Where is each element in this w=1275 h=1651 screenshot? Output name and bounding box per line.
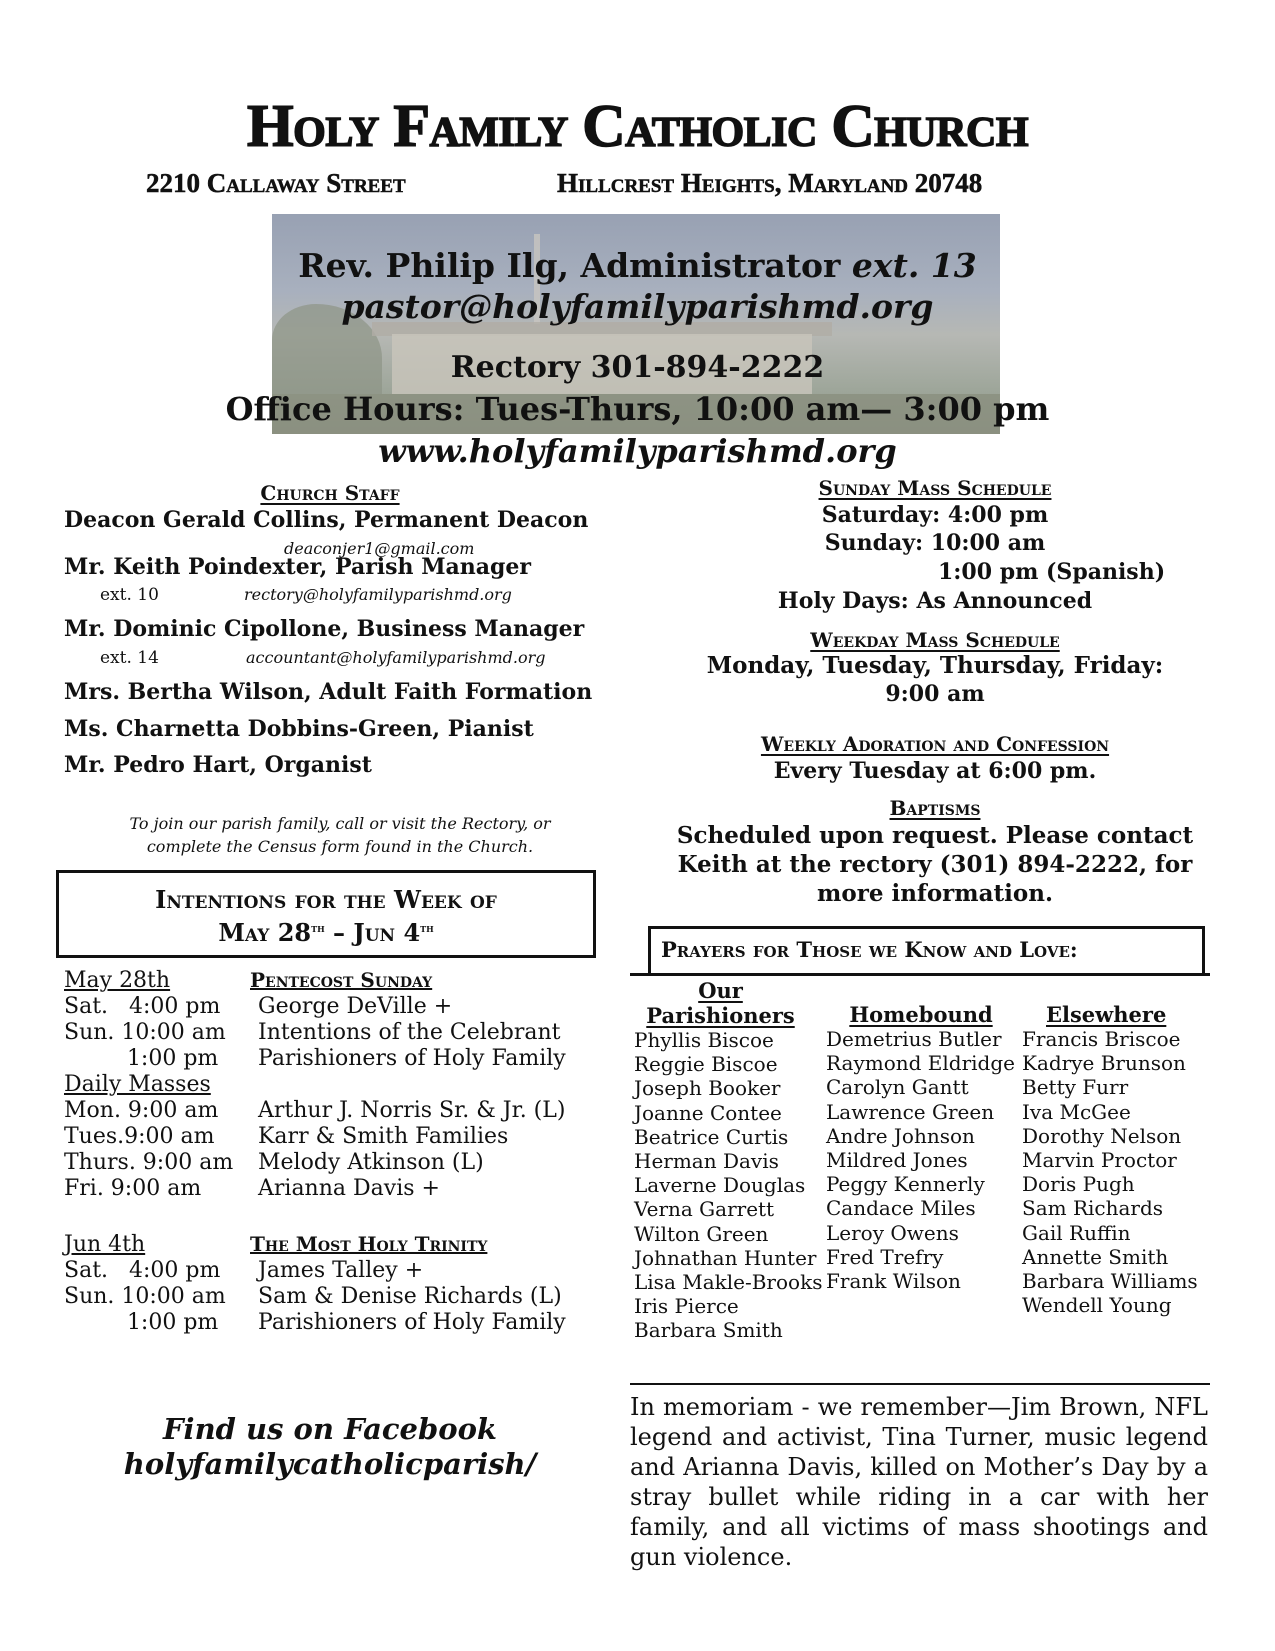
facebook-line: Find us on Facebook (162, 1412, 498, 1446)
prayer-name: Wendell Young (1022, 1293, 1172, 1318)
weekday-time: 9:00 am (885, 681, 985, 707)
intention-row (64, 1310, 566, 1335)
sunday-spanish-mass: 1:00 pm (Spanish) (938, 559, 1166, 585)
daily-masses-label (64, 1072, 211, 1097)
intention-name: Parishioners of Holy Family (258, 1310, 566, 1335)
intentions-start: May 28 (218, 918, 312, 947)
mass-time: 1:00 pm (64, 1046, 219, 1071)
prayers-divider (630, 973, 1210, 976)
intention-row (64, 1150, 484, 1175)
intentions-dates (59, 913, 593, 948)
intention-row (64, 1098, 566, 1123)
baptisms-text: Scheduled upon request. Please contact (676, 822, 1194, 849)
name-list (628, 1028, 823, 1343)
intentions-end: Jun 4 (353, 918, 421, 947)
intention-name: Parishioners of Holy Family (258, 1046, 566, 1071)
join-note (80, 812, 600, 858)
week2-feast: The Most Holy Trinity (250, 1232, 488, 1256)
rectory-phone: Rectory 301-894-2222 (450, 350, 825, 385)
baptisms-text: Keith at the rectory (301) 894-2222, for (677, 851, 1193, 878)
prayer-name: Iva McGee (1022, 1099, 1131, 1124)
staff-member: Mr. Pedro Hart, Organist (64, 752, 372, 778)
homebound-column (826, 1002, 1016, 1293)
prayer-name: Demetrius Butler (826, 1027, 1002, 1051)
mass-time: Fri. 9:00 am (64, 1176, 202, 1201)
staff-email[interactable]: deaconjer1@gmail.com (284, 539, 475, 558)
mass-time: Sun. 10:00 am (64, 1020, 226, 1045)
holy-days: Holy Days: As Announced (777, 588, 1093, 614)
intention-name: George DeVille + (258, 994, 453, 1019)
intentions-dash: – (324, 918, 354, 947)
prayer-name: Lisa Makle-Brooks (634, 1269, 823, 1294)
office-hours: Office Hours: Tues-Thurs, 10:00 am— 3:00 pm (225, 390, 1050, 428)
prayer-name: Gail Ruffin (1022, 1220, 1131, 1245)
daily-masses-text: Daily Masses (64, 1072, 211, 1097)
adoration-heading: Weekly Adoration and Confession (760, 732, 1110, 756)
prayer-name: Candace Miles (826, 1196, 976, 1221)
memoriam-text: In memoriam - we remember—Jim Brown, NFL legend and activist, Tina Turner, music legend and Arianna Davis, killed on Mother’s Day by a stray bullet while riding in a car with her family, and all victims of mass shootings and gun violence. (630, 1393, 1208, 1571)
baptisms-text: more information. (817, 880, 1053, 907)
intention-name: Melody Atkinson (L) (258, 1150, 484, 1175)
weekday-days: Monday, Tuesday, Thursday, Friday: (706, 652, 1164, 679)
intention-row (64, 1046, 566, 1071)
prayer-name: Joseph Booker (634, 1076, 781, 1101)
prayers-title: Prayers for Those we Know and Love: (661, 937, 1078, 962)
intention-row (64, 1020, 561, 1045)
week2-header (64, 1232, 488, 1257)
prayer-name: Mildred Jones (826, 1147, 968, 1172)
week2-date: Jun 4th (64, 1232, 146, 1257)
sunday-mass-heading: Sunday Mass Schedule (818, 476, 1052, 500)
prayer-name: Verna Garrett (634, 1197, 775, 1222)
prayer-name: Carolyn Gantt (826, 1075, 969, 1100)
intention-name: Arianna Davis + (258, 1176, 440, 1201)
staff-member: Deacon Gerald Collins, Permanent Deacon (64, 507, 589, 533)
column-heading: Homebound (849, 1002, 993, 1027)
prayer-name: Annette Smith (1022, 1244, 1169, 1269)
prayer-name: Wilton Green (634, 1221, 769, 1246)
intention-name: James Talley + (258, 1258, 424, 1283)
week1-feast: Pentecost Sunday (250, 968, 433, 992)
intention-row (64, 1284, 562, 1309)
prayer-name: Barbara Smith (634, 1318, 783, 1343)
sunday-mass: Sunday: 10:00 am (824, 530, 1046, 556)
street-address: 2210 Callaway Street (146, 168, 406, 198)
intention-row (64, 1176, 440, 1201)
name-list (1022, 1027, 1202, 1317)
elsewhere-column (1022, 1002, 1202, 1317)
facebook-handle[interactable]: holyfamilycatholicparish/ (123, 1447, 537, 1481)
intention-name: Karr & Smith Families (258, 1124, 509, 1149)
staff-email[interactable]: rectory@holyfamilyparishmd.org (244, 585, 512, 604)
mass-time: Sat. 4:00 pm (64, 1258, 221, 1283)
prayer-name: Peggy Kennerly (826, 1172, 985, 1197)
prayer-name: Lawrence Green (826, 1099, 995, 1124)
intention-row (64, 994, 453, 1019)
intention-name: Arthur J. Norris Sr. & Jr. (L) (258, 1098, 566, 1123)
adoration-time: Every Tuesday at 6:00 pm. (773, 758, 1097, 784)
mass-time: Sun. 10:00 am (64, 1284, 226, 1309)
intention-name: Intentions of the Celebrant (258, 1020, 561, 1045)
church-name-title: Holy Family Catholic Church (246, 93, 1029, 159)
prayer-name: Betty Furr (1022, 1075, 1129, 1100)
staff-member: Mr. Dominic Cipollone, Business Manager (64, 616, 585, 642)
memoriam-divider (630, 1383, 1210, 1385)
intentions-title: Intentions for the Week of (155, 885, 497, 914)
intention-row (64, 1124, 509, 1149)
prayer-name: Leroy Owens (826, 1220, 959, 1245)
name-list (826, 1027, 1016, 1293)
mass-time: Mon. 9:00 am (64, 1098, 219, 1123)
prayer-name: Johnathan Hunter (634, 1245, 817, 1270)
column-heading: Our (698, 978, 743, 1003)
church-staff-heading: Church Staff (260, 481, 400, 505)
saturday-mass: Saturday: 4:00 pm (821, 502, 1049, 528)
prayer-name: Andre Johnson (826, 1123, 975, 1148)
join-note-line: complete the Census form found in the Church. (146, 837, 534, 856)
week1-header (64, 968, 433, 993)
staff-ext: ext. 14 (100, 648, 159, 668)
prayer-name: Dorothy Nelson (1022, 1123, 1182, 1148)
prayer-name: Reggie Biscoe (634, 1052, 778, 1077)
intentions-title-box (56, 870, 596, 958)
pastor-ext: ext. 13 (851, 246, 977, 285)
week1-date: May 28th (64, 968, 171, 993)
city-address: Hillcrest Heights, Maryland 20748 (557, 168, 983, 198)
column-heading: Parishioners (646, 1003, 795, 1028)
pastor-line (0, 246, 1275, 285)
baptisms-heading: Baptisms (889, 796, 981, 820)
column-heading: Elsewhere (1046, 1002, 1167, 1027)
pastor-email[interactable]: pastor@holyfamilyparishmd.org (341, 287, 934, 326)
prayer-name: Laverne Douglas (634, 1173, 806, 1198)
intentions-end-suffix: th (420, 921, 434, 935)
prayer-name: Barbara Williams (1022, 1268, 1198, 1293)
staff-member: Mr. Keith Poindexter, Parish Manager (64, 554, 532, 580)
mass-time: 1:00 pm (64, 1310, 219, 1335)
prayer-name: Fred Trefry (826, 1244, 944, 1269)
prayer-name: Iris Pierce (634, 1294, 739, 1319)
staff-ext: ext. 10 (100, 585, 159, 605)
pastor-name: Rev. Philip Ilg, Administrator (298, 246, 841, 285)
website-link[interactable]: www.holyfamilyparishmd.org (378, 432, 897, 470)
prayers-title-box (648, 926, 1205, 974)
mass-time: Thurs. 9:00 am (64, 1150, 234, 1175)
prayer-name: Marvin Proctor (1022, 1147, 1177, 1172)
intentions-start-suffix: th (311, 921, 325, 935)
prayer-name: Frank Wilson (826, 1268, 961, 1293)
prayer-name: Doris Pugh (1022, 1172, 1135, 1197)
staff-member: Mrs. Bertha Wilson, Adult Faith Formation (64, 679, 593, 705)
weekday-mass-heading: Weekday Mass Schedule (810, 628, 1060, 652)
prayer-name: Joanne Contee (634, 1100, 782, 1125)
staff-member: Ms. Charnetta Dobbins-Green, Pianist (64, 716, 534, 742)
mass-time: Sat. 4:00 pm (64, 994, 221, 1019)
prayer-name: Beatrice Curtis (634, 1124, 789, 1149)
staff-email[interactable]: accountant@holyfamilyparishmd.org (246, 648, 546, 667)
intention-row (64, 1258, 424, 1283)
prayer-name: Phyllis Biscoe (634, 1028, 774, 1052)
prayer-name: Kadrye Brunson (1022, 1051, 1186, 1076)
prayer-name: Sam Richards (1022, 1196, 1164, 1221)
join-note-line: To join our parish family, call or visit the Rectory, or (129, 814, 551, 833)
intention-name: Sam & Denise Richards (L) (258, 1284, 562, 1309)
parishioners-column (628, 978, 823, 1343)
mass-time: Tues.9:00 am (64, 1124, 215, 1149)
prayer-name: Herman Davis (634, 1148, 779, 1173)
prayer-name: Francis Briscoe (1022, 1027, 1181, 1051)
prayer-name: Raymond Eldridge (826, 1051, 1015, 1076)
